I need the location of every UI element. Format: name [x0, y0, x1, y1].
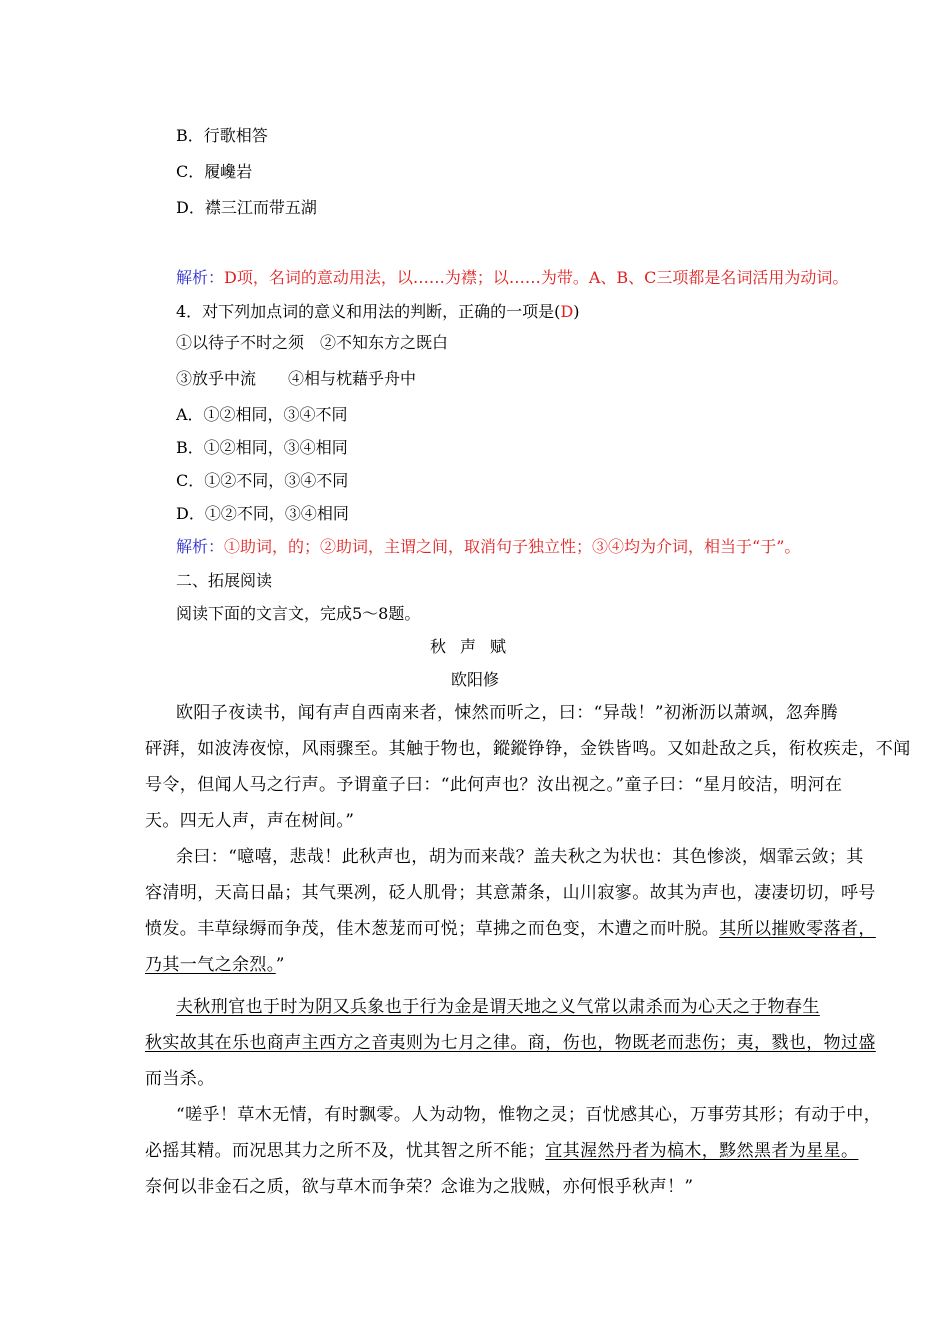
analysis-text: D项，名词的意动用法，以……为襟；以……为带。A、B、C三项都是名词活用为动词。	[224, 268, 849, 287]
text-line: 乃其一气之余烈。”	[145, 955, 285, 975]
text-line: 余曰：“噫嘻，悲哉！此秋声也，胡为而来哉？盖夫秋之为状也：其色惨淡，烟霏云敛；其	[176, 847, 864, 867]
underlined-sentence: 其所以摧败零落者，	[719, 919, 876, 939]
section-instruction: 阅读下面的文言文，完成5～8题。	[176, 604, 421, 623]
underlined-sentence: 乃其一气之余烈。	[145, 955, 276, 975]
analysis-label: 解析：	[176, 268, 225, 287]
q3-option-d: D．襟三江而带五湖	[176, 198, 317, 217]
q3-analysis	[176, 268, 848, 288]
text-line: 而当杀。	[145, 1069, 215, 1089]
essay-author: 欧阳修	[450, 670, 499, 689]
q3-option-c: C．履巉岩	[176, 162, 253, 181]
analysis-text: ①助词，的；②助词，主谓之间，取消句子独立性；③④均为介词，相当于“于”。	[224, 537, 801, 556]
analysis-label: 解析：	[176, 537, 225, 556]
section-heading: 二、拓展阅读	[176, 571, 273, 590]
text-line: 号令，但闻人马之行声。予谓童子曰：“此何声也？汝出视之。”童子曰：“星月皎洁，明河在	[145, 775, 843, 795]
q4-option-d: D．①②不同，③④相同	[176, 504, 349, 523]
text-line: 容清明，天高日晶；其气栗冽，砭人肌骨；其意萧条，山川寂寥。故其为声也，凄凄切切，呼号	[145, 883, 876, 903]
q4-stem: 4．对下列加点词的意义和用法的判断，正确的一项是(D)	[176, 302, 580, 321]
text-line: 奈何以非金石之质，欲与草木而争荣？念谁为之戕贼，亦何恨乎秋声！”	[145, 1177, 694, 1197]
q4-option-a: A．①②相同，③④不同	[176, 405, 348, 424]
text-line: “嗟乎！草木无情，有时飘零。人为动物，惟物之灵；百忧感其心，万事劳其形；有动于中，	[176, 1105, 882, 1125]
q4-item-row-1: ①以待子不时之须 ②不知东方之既白	[176, 333, 449, 352]
text-line: 必摇其精。而况思其力之所不及，忧其智之所不能；宜其渥然丹者为槁木，黟然黑者为星星。	[145, 1141, 859, 1161]
unpunctuated-passage: 夫秋刑官也于时为阴又兵象也于行为金是谓天地之义气常以肃杀而为心天之于物春生	[176, 997, 820, 1017]
text-line: 天。四无人声，声在树间。”	[145, 811, 355, 831]
q4-item-row-2: ③放乎中流 ④相与枕藉乎舟中	[176, 369, 417, 388]
essay-title: 秋声赋	[429, 637, 520, 656]
q4-option-b: B．①②相同，③④相同	[176, 438, 348, 457]
text-line: 欧阳子夜读书，闻有声自西南来者，悚然而听之，曰：“异哉！”初淅沥以萧飒，忽奔腾	[176, 703, 838, 723]
text-line: 愤发。丰草绿缛而争茂，佳木葱茏而可悦；草拂之而色变，木遭之而叶脱。其所以摧败零落者，	[145, 919, 876, 939]
text-line: 砰湃，如波涛夜惊，风雨骤至。其触于物也，鏦鏦铮铮，金铁皆鸣。又如赴敌之兵，衔枚疾走，不闻	[145, 739, 911, 759]
q4-option-c: C．①②不同，③④不同	[176, 471, 349, 490]
q4-analysis	[176, 537, 800, 557]
q3-option-b: B．行歌相答	[176, 126, 268, 145]
text-line: 秋实故其在乐也商声主西方之音夷则为七月之律。商，伤也，物既老而悲伤；夷，戮也，物过盛	[145, 1033, 876, 1053]
q4-answer: D	[560, 302, 574, 321]
underlined-sentence: 宜其渥然丹者为槁木，黟然黑者为星星。	[545, 1141, 859, 1161]
